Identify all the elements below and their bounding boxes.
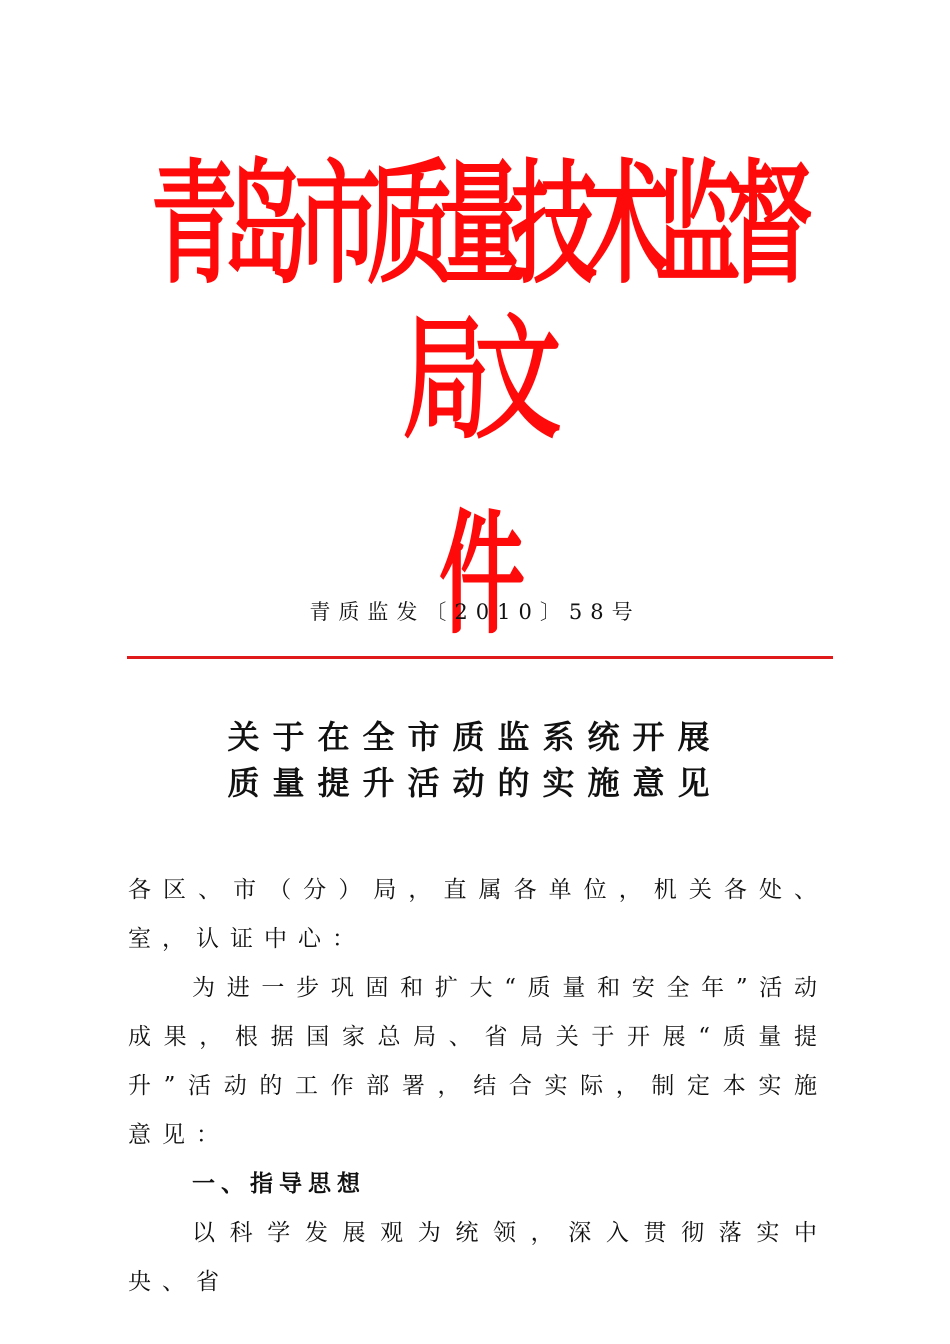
document-body [128,866,828,1307]
issuer-header-line2: 件 [439,496,511,654]
section-heading: 一、指导思想 [192,1171,366,1197]
document-number: 青质监发〔2010〕58号 [309,600,641,624]
issuer-header-line1: 青岛市质量技术监督局文 [151,146,799,458]
issuer-header [120,148,830,653]
section-paragraph: 以科学发展观为统领，深入贯彻落实中央、省 [128,1220,828,1295]
red-divider [127,656,833,659]
addressee-paragraph: 各区、市（分）局，直属各单位，机关各处、室，认证中心： [128,877,828,952]
intro-paragraph: 为进一步巩固和扩大“质量和安全年”活动成果，根据国家总局、省局关于开展“质量提升”活动的工作部署，结合实际，制定本实施意见： [128,975,828,1148]
document-title-line1: 关于在全市质监系统开展 [227,718,723,756]
document-title [0,714,950,806]
document-title-line2: 质量提升活动的实施意见 [227,764,723,802]
